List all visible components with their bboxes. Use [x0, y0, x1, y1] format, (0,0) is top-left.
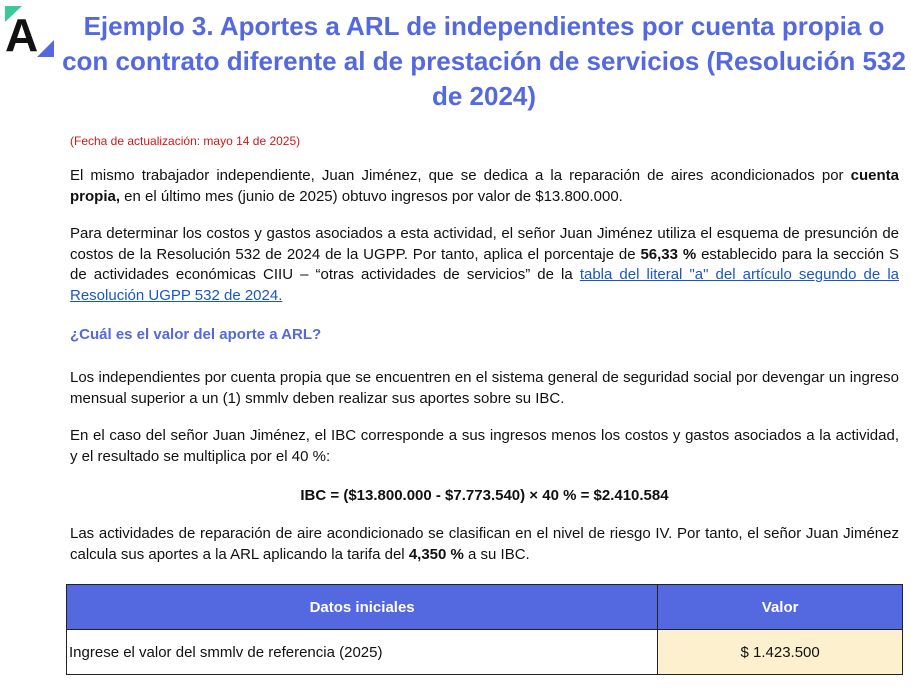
header-valor: Valor: [658, 585, 903, 630]
table-header-row: [67, 585, 903, 630]
svg-text:A: A: [5, 9, 39, 60]
smmlv-value-cell[interactable]: $ 1.423.500: [658, 630, 903, 675]
ibc-explanation-paragraph: En el caso del señor Juan Jiménez, el IBC corresponde a sus ingresos menos los costos y gastos asociados a la actividad, y el resultado se multiplica por el 40 %:: [70, 427, 899, 465]
initial-data-table: [66, 584, 903, 675]
intro-paragraph: El mismo trabajador independiente, Juan Jiménez, que se dedica a la reparación de aires acondicionados por cuenta propia, en el último mes (junio de 2025) obtuvo ingresos por valor de $13.800.000.: [70, 167, 899, 205]
ibc-formula: IBC = ($13.800.000 - $7.773.540) × 40 % = $2.410.584: [300, 487, 669, 504]
header-datos-iniciales: Datos iniciales: [67, 585, 658, 630]
resolution-link[interactable]: tabla del literal "a" del artículo segundo de la Resolución UGPP 532 de 2024.: [70, 266, 899, 304]
table-row: [67, 630, 903, 675]
smmlv-label: Ingrese el valor del smmlv de referencia (2025): [67, 630, 658, 675]
section-question: ¿Cuál es el valor del aporte a ARL?: [70, 326, 322, 343]
contribution-rule-paragraph: Los independientes por cuenta propia que se encuentren en el sistema general de seguridad social por devengar un ingreso mensual superior a un (1) smmlv deben realizar sus aportes sobre su IBC.: [70, 369, 899, 407]
risk-level-paragraph: Las actividades de reparación de aire acondicionado se clasifican en el nivel de riesgo IV. Por tanto, el señor Juan Jiménez calcula sus aportes a la ARL aplicando la tarifa del 4,350 % a su IBC.: [70, 525, 899, 563]
actualicese-logo: [2, 4, 56, 60]
cost-presumption-paragraph: Para determinar los costos y gastos asociados a esta actividad, el señor Juan Jiménez utiliza el esquema de presunción de costos de la Resolución 532 de 2024 de la UGPP. Por tanto, aplica el porcentaje de 56,33 % establecido para la sección S de actividades económicas CIIU – “otras actividades de servicios” de la tabla del literal "a" del artículo segundo de la Resolución UGPP 532 de 2024.: [70, 225, 899, 304]
update-date: (Fecha de actualización: mayo 14 de 2025): [70, 134, 301, 148]
page-title: Ejemplo 3. Aportes a ARL de independientes por cuenta propia o con contrato diferente al de prestación de servicios (Resolución 532 de 2024): [62, 11, 906, 111]
